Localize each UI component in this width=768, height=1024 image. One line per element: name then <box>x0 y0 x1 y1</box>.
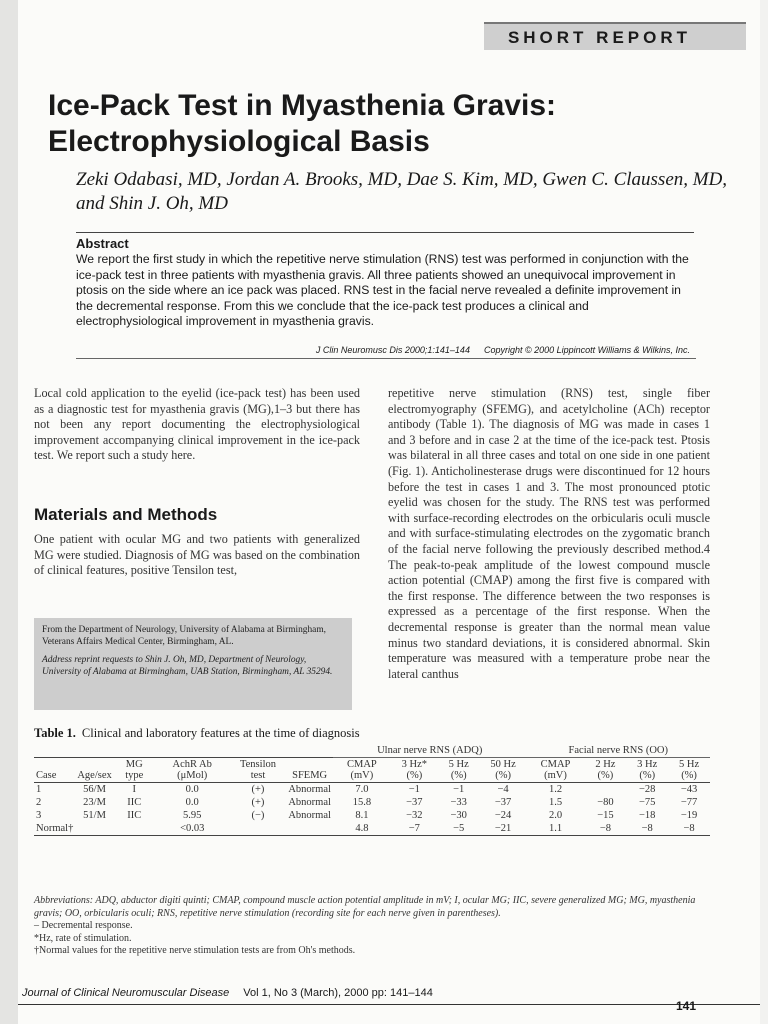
table-row <box>34 822 710 836</box>
table-cell: −7 <box>391 822 438 836</box>
table-cell: −1 <box>408 784 420 795</box>
column-header: 50 Hz (%) <box>480 758 527 783</box>
footnote-normal: †Normal values for the repetitive nerve stimulation tests are from Oh's methods. <box>34 945 356 957</box>
table-cell: Abnormal <box>288 797 331 808</box>
table-cell: −80 <box>597 797 614 808</box>
table-cell: 7.0 <box>355 784 369 795</box>
table-cell <box>75 822 113 836</box>
footnote-hz: *Hz, rate of stimulation. <box>34 932 132 944</box>
footer-journal: Journal of Clinical Neuromuscular Disease <box>22 987 230 999</box>
table-cell: −5 <box>438 822 480 836</box>
group-facial: Facial nerve RNS (OO) <box>527 744 710 758</box>
affiliation-box <box>34 618 352 710</box>
table-cell: 0.0 <box>185 784 199 795</box>
table-title: Clinical and laboratory features at the time of diagnosis <box>81 726 360 740</box>
table-cell: −37 <box>406 797 423 808</box>
table-cell: −28 <box>639 784 656 795</box>
table-cell: 5.95 <box>183 810 202 821</box>
table-cell: 1.2 <box>548 784 563 795</box>
abstract <box>76 232 694 330</box>
table-cell <box>230 822 287 836</box>
abstract-heading: Abstract <box>76 236 129 251</box>
footer-issue: Vol 1, No 3 (March), 2000 pp: 141–144 <box>243 987 433 999</box>
methods-paragraph-right: repetitive nerve stimulation (RNS) test, single fiber electromyography (SFEMG), and acetylcholine (ACh) receptor antibody (Table 1). The diagnosis of MG was made in cases 1 and 3 before and in case 2 at the time of the ice-pack test. Ptosis was bilateral in all three cases and total on one side in one patient (Fig. 1). Anticholinesterase drugs were discontinued for 12 hours before the test in cases 1 and 3. The most pronounced ptotic eyelid was chosen for the study. The RNS test was performed with surface-recording electrodes on the orbicularis oculi muscle and with surface-stimulating electrodes on the zygomatic branch of the facial nerve following the previously described method.4 The peak-to-peak amplitude of the lowest compound muscle action potential (CMAP) among the first five is compared with the first response. The difference between the two responses is expressed as a percentage of the first response. When the decremental response is greater than the normal mean value minus two standard deviations, it is considered abnormal. Skin temperature was measured with a temperature probe near the lateral canthus <box>388 386 710 681</box>
table-cell: −4 <box>497 784 509 795</box>
footnote-abbreviations: Abbreviations: ADQ, abductor digiti quinti; CMAP, compound muscle action potential amplitude in mV; I, ocular MG; IIC, severe generalized MG; MG, myasthenia gravis; OO, orbicularis oculi; RNS, repetitive nerve stimulation (recording site for each nerve given in parentheses). <box>34 895 696 919</box>
table-cell: −24 <box>494 810 512 821</box>
table-cell: −19 <box>680 810 698 821</box>
table-caption <box>34 726 360 741</box>
table-cell: −43 <box>680 784 698 795</box>
table-cell: −18 <box>639 810 656 821</box>
column-header: 5 Hz (%) <box>668 758 710 783</box>
table-cell: 2 <box>36 797 42 808</box>
column-header: Case <box>34 758 75 783</box>
table-cell: I <box>132 784 137 795</box>
table-cell: −21 <box>480 822 527 836</box>
abstract-rule <box>76 358 696 359</box>
table-cell: <0.03 <box>155 822 230 836</box>
table-footnotes <box>34 895 710 958</box>
table-cell: 1 <box>36 784 42 795</box>
page-footer <box>22 987 433 999</box>
table-cell <box>114 822 155 836</box>
table-cell <box>585 783 627 797</box>
table-cell: −33 <box>450 797 467 808</box>
table-cell: −37 <box>494 797 512 808</box>
table-cell: 2.0 <box>548 810 563 821</box>
table-cell: −75 <box>639 797 656 808</box>
table-cell: 51/M <box>83 810 106 821</box>
copyright: Copyright © 2000 Lippincott Williams & Wilkins, Inc. <box>483 345 690 355</box>
section-heading: Materials and Methods <box>34 505 218 524</box>
table-cell: (+) <box>251 797 265 808</box>
column-header: Tensilon test <box>230 758 287 783</box>
table-row <box>34 783 710 797</box>
table-cell: 15.8 <box>352 797 372 808</box>
section-banner <box>484 22 746 50</box>
column-header: Age/sex <box>75 758 113 783</box>
journal-ref: J Clin Neuromusc Dis 2000;1:141–144 <box>315 345 470 355</box>
table-cell: −8 <box>668 822 710 836</box>
table-label: Table 1. <box>34 726 76 740</box>
table-row <box>34 809 710 822</box>
column-header: 3 Hz (%) <box>626 758 668 783</box>
table-cell: −30 <box>450 810 467 821</box>
column-header: 5 Hz (%) <box>438 758 480 783</box>
table-container <box>34 744 710 836</box>
table-cell: Abnormal <box>288 784 331 795</box>
table-cell: IIC <box>127 810 142 821</box>
table-cell: 1.5 <box>548 797 563 808</box>
table-cell: 3 <box>36 810 42 821</box>
abstract-text: We report the first study in which the repetitive nerve stimulation (RNS) test was performed in conjunction with the ice-pack test in three patients with myasthenia gravis. All three patients showed an unequivocal improvement in ptosis on the side where an ice pack was placed. RNS test in the facial nerve revealed a definite improvement in the decremental response. From this we conclude that the ice-pack test produces a clinical and electrophysiological improvement in myasthenia gravis. <box>76 252 689 328</box>
table-cell: Normal† <box>36 823 74 834</box>
table-cell: 23/M <box>83 797 106 808</box>
column-header: SFEMG <box>286 758 333 783</box>
column-header: 2 Hz (%) <box>585 758 627 783</box>
affiliation-from: From the Department of Neurology, University of Alabama at Birmingham, Veterans Affairs Medical Center, Birmingham, AL. <box>42 625 326 647</box>
table-cell <box>286 822 333 836</box>
table-cell: −8 <box>585 822 627 836</box>
table-cell: −8 <box>626 822 668 836</box>
table-cell: 4.8 <box>333 822 391 836</box>
article-title: Ice-Pack Test in Myasthenia Gravis: Electrophysiological Basis <box>48 89 556 158</box>
column-header: AchR Ab (μMol) <box>155 758 230 783</box>
table-cell: 8.1 <box>355 810 369 821</box>
intro-paragraph: Local cold application to the eyelid (ice-pack test) has been used as a diagnostic test for myasthenia gravis (MG),1–3 but there has not been any report documenting the electrophysiological improvement accompanying clinical improvement in the ice-pack test. We report such a study here. <box>34 386 360 463</box>
table-cell: −32 <box>406 810 423 821</box>
table-header-row <box>34 758 710 783</box>
footer-rule <box>18 1004 760 1005</box>
column-header: 3 Hz* (%) <box>391 758 438 783</box>
citation-line <box>280 345 690 355</box>
table-cell: Abnormal <box>288 810 331 821</box>
data-table <box>34 744 710 836</box>
section-label: SHORT REPORT <box>507 28 691 47</box>
table-cell: −77 <box>680 797 698 808</box>
column-header: MG type <box>114 758 155 783</box>
page-number: 141 <box>676 999 697 1013</box>
table-cell: −1 <box>453 784 465 795</box>
affiliation-address: Address reprint requests to Shin J. Oh, MD, Department of Neurology, University of Alabama at Birmingham, UAB Station, Birmingham, AL 35294. <box>42 655 333 677</box>
group-ulnar: Ulnar nerve RNS (ADQ) <box>333 744 527 758</box>
footnote-decrement: – Decremental response. <box>34 920 133 932</box>
table-cell: 56/M <box>83 784 106 795</box>
table-cell: 1.1 <box>527 822 585 836</box>
table-cell: IIC <box>127 797 142 808</box>
column-header: CMAP (mV) <box>333 758 391 783</box>
methods-paragraph-left: One patient with ocular MG and two patients with generalized MG were studied. Diagnosis of MG was based on the combination of clinical features, positive Tensilon test, <box>34 532 360 578</box>
column-header: CMAP (mV) <box>527 758 585 783</box>
table-row <box>34 796 710 809</box>
table-cell: −15 <box>597 810 614 821</box>
author-list: Zeki Odabasi, MD, Jordan A. Brooks, MD, Dae S. Kim, MD, Gwen C. Claussen, MD, and Shin J. Oh, MD <box>76 169 728 214</box>
table-cell: 0.0 <box>185 797 199 808</box>
table-cell: (+) <box>251 784 265 795</box>
table-group-header <box>34 744 710 758</box>
table-cell: (−) <box>251 810 265 821</box>
